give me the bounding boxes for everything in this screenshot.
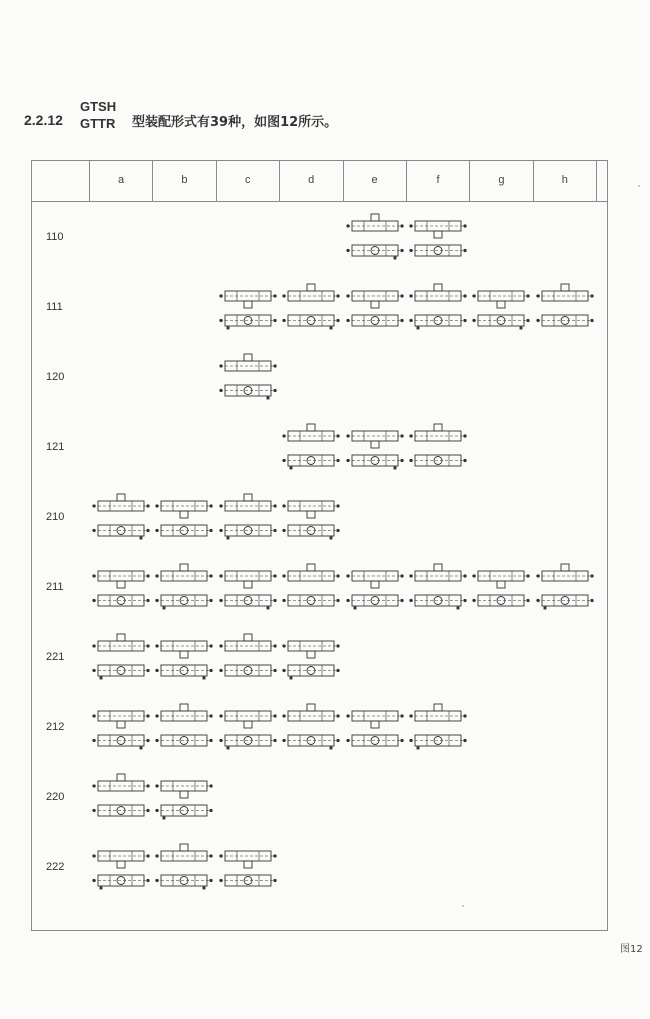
- column-label-a: a: [117, 174, 125, 186]
- row-label-212: 212: [46, 721, 65, 733]
- column-label-c: c: [245, 174, 251, 186]
- gearbox-schematic-icon: [346, 699, 404, 755]
- section-number: 2.2.12: [24, 112, 63, 128]
- row-label-121: 121: [46, 441, 65, 453]
- model-code: GTTR: [80, 116, 116, 131]
- gearbox-schematic-icon: [409, 279, 467, 335]
- assembly-diagram-120-c: [219, 349, 277, 405]
- gearbox-schematic-icon: [219, 349, 277, 405]
- gearbox-schematic-icon: [155, 699, 213, 755]
- row-label-220: 220: [46, 791, 65, 803]
- gearbox-schematic-icon: [155, 839, 213, 895]
- assembly-diagram-222-a: [92, 839, 150, 895]
- assembly-diagram-210-d: [282, 489, 340, 545]
- row-label-110: 110: [46, 231, 64, 243]
- assembly-diagram-212-c: [219, 699, 277, 755]
- model-codes: [80, 98, 116, 132]
- gearbox-schematic-icon: [282, 699, 340, 755]
- assembly-diagram-211-b: [155, 559, 213, 615]
- assembly-diagram-211-a: [92, 559, 150, 615]
- gearbox-schematic-icon: [409, 699, 467, 755]
- assembly-diagram-111-d: [282, 279, 340, 335]
- gearbox-schematic-icon: [536, 559, 594, 615]
- gearbox-schematic-icon: [282, 489, 340, 545]
- row-label-221: 221: [46, 651, 65, 663]
- assembly-diagram-111-h: [536, 279, 594, 335]
- row-label-111: 111: [46, 301, 63, 313]
- assembly-diagram-211-d: [282, 559, 340, 615]
- gearbox-schematic-icon: [92, 769, 150, 825]
- assembly-diagram-110-e: [346, 209, 404, 265]
- assembly-diagram-220-a: [92, 769, 150, 825]
- row-label-210: 210: [46, 511, 65, 523]
- gearbox-schematic-icon: [409, 419, 467, 475]
- assembly-diagram-221-c: [219, 629, 277, 685]
- assembly-diagram-212-d: [282, 699, 340, 755]
- assembly-diagram-212-a: [92, 699, 150, 755]
- gearbox-schematic-icon: [155, 489, 213, 545]
- assembly-diagram-121-e: [346, 419, 404, 475]
- assembly-diagram-212-b: [155, 699, 213, 755]
- assembly-diagram-211-c: [219, 559, 277, 615]
- column-label-d: d: [308, 174, 315, 186]
- gearbox-schematic-icon: [219, 559, 277, 615]
- assembly-diagram-121-f: [409, 419, 467, 475]
- column-label-h: h: [561, 174, 568, 186]
- assembly-diagram-210-a: [92, 489, 150, 545]
- gearbox-schematic-icon: [92, 839, 150, 895]
- assembly-diagram-210-c: [219, 489, 277, 545]
- gearbox-schematic-icon: [409, 209, 467, 265]
- assembly-diagram-121-d: [282, 419, 340, 475]
- assembly-table: [31, 160, 608, 931]
- column-label-e: e: [371, 174, 378, 186]
- gearbox-schematic-icon: [409, 559, 467, 615]
- assembly-diagram-111-g: [472, 279, 530, 335]
- assembly-diagram-221-a: [92, 629, 150, 685]
- gearbox-schematic-icon: [219, 839, 277, 895]
- assembly-diagram-111-f: [409, 279, 467, 335]
- assembly-diagram-211-h: [536, 559, 594, 615]
- row-label-120: 120: [46, 371, 65, 383]
- assembly-diagram-110-f: [409, 209, 467, 265]
- column-label-b: b: [181, 174, 188, 186]
- assembly-diagram-221-d: [282, 629, 340, 685]
- gearbox-schematic-icon: [219, 489, 277, 545]
- gearbox-schematic-icon: [92, 559, 150, 615]
- gearbox-schematic-icon: [155, 559, 213, 615]
- row-label-211: 211: [46, 581, 64, 593]
- gearbox-schematic-icon: [282, 559, 340, 615]
- gearbox-schematic-icon: [219, 699, 277, 755]
- paper-speck: [638, 185, 640, 187]
- assembly-diagram-111-e: [346, 279, 404, 335]
- assembly-diagram-222-b: [155, 839, 213, 895]
- gearbox-schematic-icon: [155, 769, 213, 825]
- gearbox-schematic-icon: [92, 629, 150, 685]
- assembly-diagram-210-b: [155, 489, 213, 545]
- assembly-diagram-222-c: [219, 839, 277, 895]
- gearbox-schematic-icon: [346, 279, 404, 335]
- gearbox-schematic-icon: [92, 699, 150, 755]
- figure-label: 图12: [620, 944, 643, 955]
- column-label-f: f: [436, 174, 440, 186]
- header-divider: [32, 201, 607, 202]
- gearbox-schematic-icon: [536, 279, 594, 335]
- gearbox-schematic-icon: [282, 279, 340, 335]
- assembly-diagram-212-e: [346, 699, 404, 755]
- assembly-diagram-221-b: [155, 629, 213, 685]
- row-label-222: 222: [46, 861, 65, 873]
- gearbox-schematic-icon: [92, 489, 150, 545]
- assembly-diagram-211-f: [409, 559, 467, 615]
- gearbox-schematic-icon: [282, 419, 340, 475]
- assembly-diagram-111-c: [219, 279, 277, 335]
- gearbox-schematic-icon: [346, 419, 404, 475]
- model-code: GTSH: [80, 99, 117, 114]
- gearbox-schematic-icon: [282, 629, 340, 685]
- gearbox-schematic-icon: [219, 629, 277, 685]
- assembly-diagram-212-f: [409, 699, 467, 755]
- assembly-diagram-220-b: [155, 769, 213, 825]
- gearbox-schematic-icon: [346, 209, 404, 265]
- section-text: 型装配形式有39种，如图12所示。: [132, 115, 338, 130]
- paper-speck: [462, 905, 464, 907]
- assembly-diagram-211-e: [346, 559, 404, 615]
- gearbox-schematic-icon: [346, 559, 404, 615]
- column-label-g: g: [498, 174, 505, 186]
- gearbox-schematic-icon: [472, 559, 530, 615]
- assembly-diagram-211-g: [472, 559, 530, 615]
- gearbox-schematic-icon: [219, 279, 277, 335]
- gearbox-schematic-icon: [155, 629, 213, 685]
- gearbox-schematic-icon: [472, 279, 530, 335]
